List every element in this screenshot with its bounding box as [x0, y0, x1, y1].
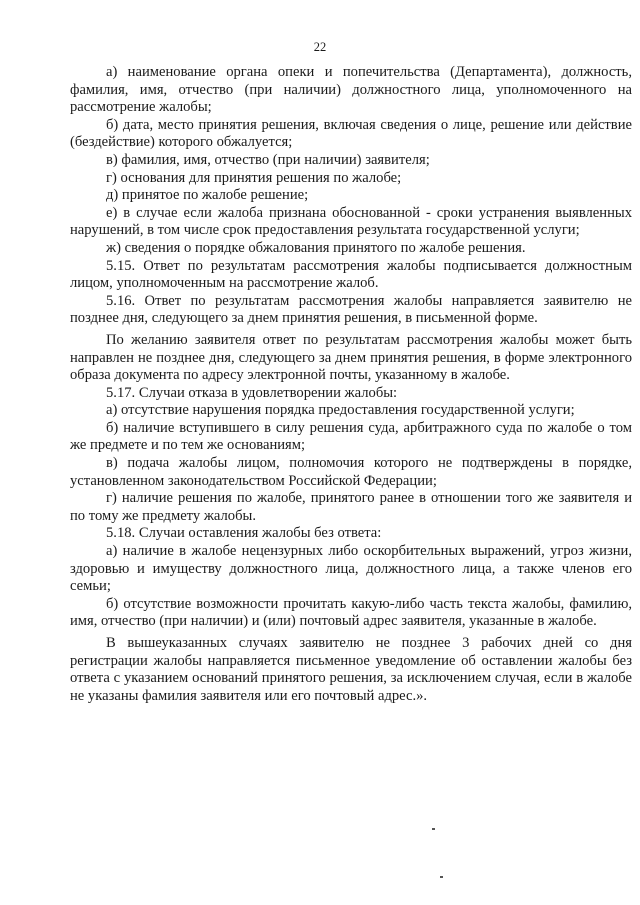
paragraph: б) дата, место принятия решения, включая сведения о лице, решение или действие (бездействие) которого обжалуется; — [70, 116, 632, 151]
paragraph: а) наличие в жалобе нецензурных либо оскорбительных выражений, угроз жизни, здоровью и имуществу должностного лица, должностного лица, а также членов его семьи; — [70, 543, 632, 595]
paragraph: а) отсутствие нарушения порядка предоставления государственной услуги; — [106, 402, 575, 419]
paragraph: б) наличие вступившего в силу решения суда, арбитражного суда по жалобе о том же предмете и по тем же основаниям; — [70, 419, 632, 454]
scan-speck — [440, 876, 443, 878]
paragraph: По желанию заявителя ответ по результатам рассмотрения жалобы может быть направлен не позднее дня, следующего за днем принятия решения, в форме электронного образа документа по адресу электронной почты, указанному в жалобе. — [70, 331, 632, 384]
paragraph: г) наличие решения по жалобе, принятого ранее в отношении того же заявителя и по тому же предмету жалобы. — [70, 490, 632, 524]
paragraph: 5.18. Случаи оставления жалобы без ответа: — [106, 525, 382, 542]
paragraph: а) наименование органа опеки и попечительства (Департамента), должность, фамилия, имя, отчество (при наличии) должностного лица, уполномоченного на рассмотрение жалобы; — [70, 64, 632, 116]
paragraph: 5.17. Случаи отказа в удовлетворении жалобы: — [106, 384, 398, 401]
paragraph: 5.16. Ответ по результатам рассмотрения жалобы направляется заявителю не позднее дня, следующего за днем принятия решения, в письменной форме. — [70, 292, 632, 327]
page-number: 22 — [313, 40, 327, 54]
paragraph: е) в случае если жалоба признана обоснованной - сроки устранения выявленных нарушений, в том числе срок предоставления результата государственной услуги; — [70, 204, 632, 239]
document-body — [70, 64, 632, 705]
paragraph: в) фамилия, имя, отчество (при наличии) заявителя; — [106, 151, 430, 168]
paragraph: д) принятое по жалобе решение; — [106, 187, 309, 204]
paragraph: б) отсутствие возможности прочитать какую-либо часть текста жалобы, фамилию, имя, отчество (при наличии) и (или) почтовый адрес заявителя, указанные в жалобе. — [70, 595, 632, 630]
paragraph: 5.15. Ответ по результатам рассмотрения жалобы подписывается должностным лицом, уполномоченным на рассмотрение жалоб. — [70, 257, 632, 292]
paragraph: г) основания для принятия решения по жалобе; — [106, 169, 402, 186]
paragraph: в) подача жалобы лицом, полномочия которого не подтверждены в порядке, установленном законодательством Российской Федерации; — [70, 455, 632, 489]
scan-speck — [432, 828, 435, 830]
paragraph: ж) сведения о порядке обжалования принятого по жалобе решения. — [106, 239, 526, 256]
paragraph: В вышеуказанных случаях заявителю не позднее 3 рабочих дней со дня регистрации жалобы направляется письменное уведомление об оставлении жалобы без ответа с указанием оснований принятого решения, за исключением случая, если в жалобе не указаны фамилия заявителя или его почтовый адрес.». — [70, 635, 632, 704]
